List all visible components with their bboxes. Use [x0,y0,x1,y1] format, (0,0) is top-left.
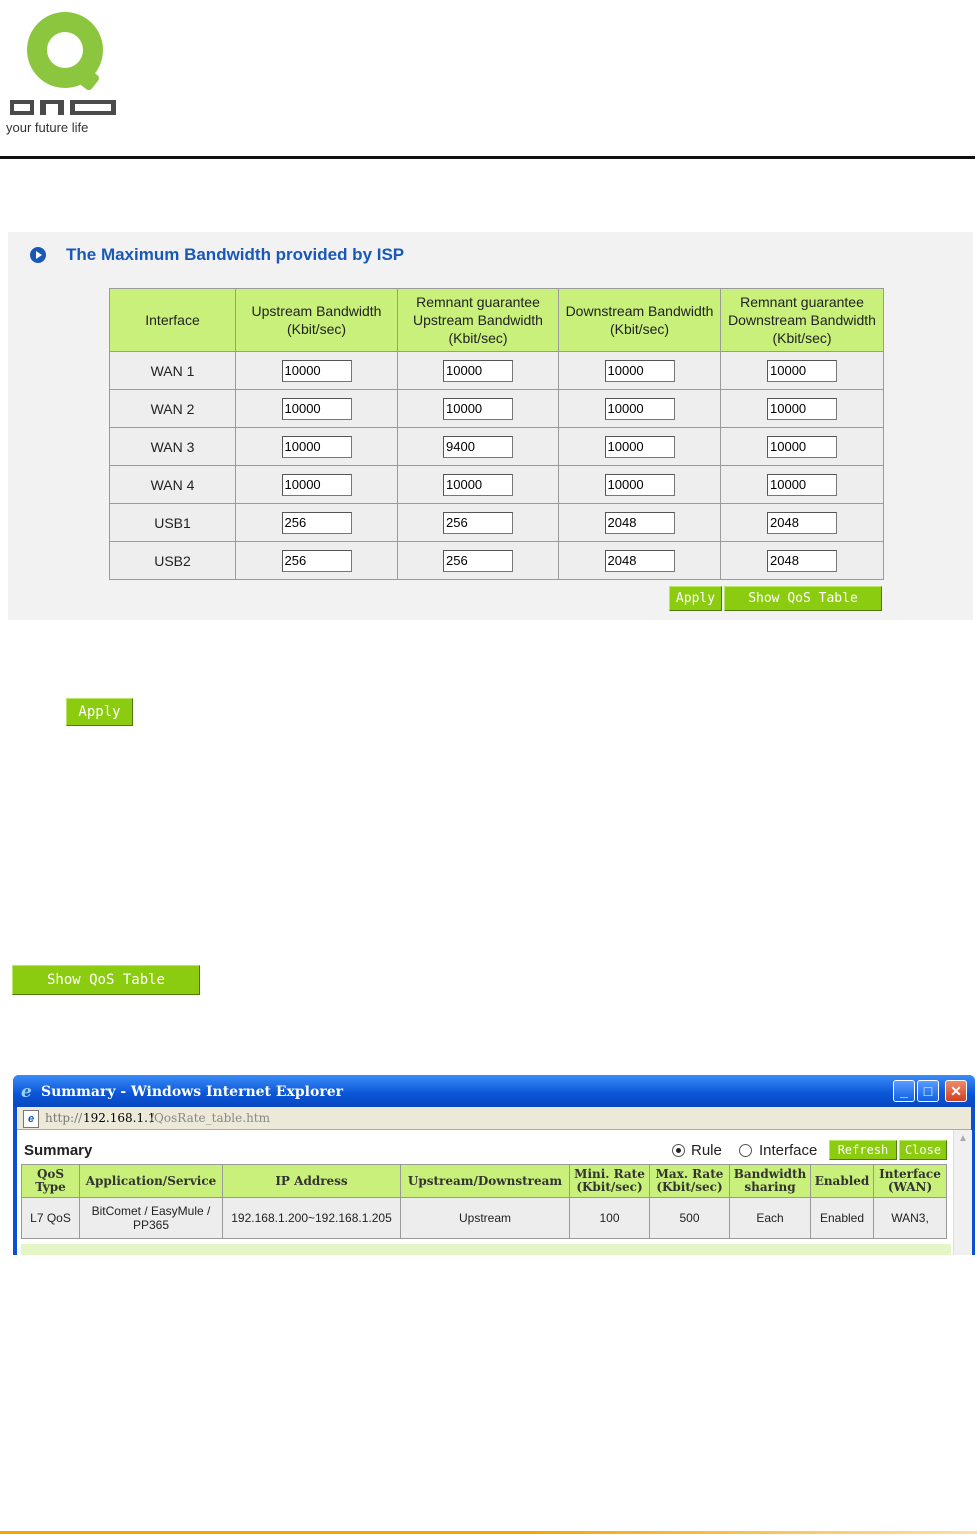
bandwidth-table-body [110,352,884,580]
ie-page-icon: e [23,1110,39,1128]
downstream-input[interactable] [605,474,675,496]
upstream-input[interactable] [282,436,352,458]
remnant-upstream-input[interactable] [443,436,513,458]
enabled-cell: Enabled [811,1198,874,1239]
apply-button[interactable]: Apply [669,586,722,611]
summary-title: Summary [24,1142,93,1159]
remnant-upstream-cell [398,504,559,542]
summary-content [17,1130,971,1255]
upstream-input[interactable] [282,474,352,496]
upstream-cell [236,352,398,390]
remnant-downstream-input[interactable] [767,550,837,572]
col-upstream: Upstream Bandwidth (Kbit/sec) [236,289,398,352]
remnant-upstream-cell [398,352,559,390]
application-cell: BitComet / EasyMule / PP365 [80,1198,223,1239]
remnant-upstream-input[interactable] [443,474,513,496]
bandwidth-row [110,466,884,504]
upstream-input[interactable] [282,398,352,420]
remnant-downstream-input[interactable] [767,512,837,534]
bandwidth-row [110,352,884,390]
col-interface-wan: Interface (WAN) [874,1165,947,1198]
header-divider [0,156,975,159]
downstream-input[interactable] [605,512,675,534]
upstream-cell [236,466,398,504]
remnant-downstream-input[interactable] [767,436,837,458]
bullet-arrow-icon [30,247,46,263]
refresh-button[interactable]: Refresh [829,1140,897,1160]
col-remnant-downstream: Remnant guarantee Downstream Bandwidth (Kbit/sec) [721,289,884,352]
window-titlebar[interactable] [13,1075,975,1107]
remnant-upstream-input[interactable] [443,512,513,534]
interface-cell: WAN 4 [110,466,236,504]
ie-logo-icon: e [21,1082,32,1102]
maximize-icon[interactable]: □ [917,1080,939,1102]
bandwidth-row [110,428,884,466]
col-remnant-upstream: Remnant guarantee Upstream Bandwidth (Kbit/sec) [398,289,559,352]
remnant-downstream-cell [721,504,884,542]
remnant-downstream-cell [721,466,884,504]
qno-logo [4,2,124,137]
bandwidth-row [110,390,884,428]
upstream-cell [236,390,398,428]
mini-rate-cell: 100 [570,1198,650,1239]
downstream-input[interactable] [605,436,675,458]
interface-cell: WAN 3 [110,428,236,466]
apply-button-sample[interactable]: Apply [66,698,133,726]
downstream-input[interactable] [605,398,675,420]
ie-summary-window [13,1075,975,1255]
address-bar[interactable] [17,1107,971,1130]
upstream-input[interactable] [282,512,352,534]
minimize-icon[interactable]: _ [893,1080,915,1102]
col-direction: Upstream/Downstream [401,1165,570,1198]
show-qos-table-button[interactable]: Show QoS Table [724,586,882,611]
col-enabled: Enabled [811,1165,874,1198]
rule-radio-label: Rule [691,1142,722,1159]
interface-radio[interactable] [739,1144,752,1157]
downstream-cell [559,428,721,466]
close-button[interactable]: Close [899,1140,947,1160]
rule-radio[interactable] [672,1144,685,1157]
interface-cell: WAN 1 [110,352,236,390]
table-row [22,1198,947,1239]
url-host: 192.168.1.1 [83,1111,156,1125]
remnant-upstream-input[interactable] [443,360,513,382]
remnant-upstream-cell [398,428,559,466]
downstream-cell [559,390,721,428]
remnant-upstream-cell [398,390,559,428]
sharing-cell: Each [730,1198,811,1239]
summary-table-footer [21,1244,951,1255]
downstream-cell [559,352,721,390]
col-application: Application/Service [80,1165,223,1198]
remnant-downstream-input[interactable] [767,474,837,496]
upstream-cell [236,542,398,580]
bandwidth-table [109,288,884,580]
url-protocol: http:// [45,1111,83,1125]
col-interface: Interface [110,289,236,352]
downstream-cell [559,504,721,542]
interface-radio-label: Interface [759,1142,818,1159]
interface-cell: WAN 2 [110,390,236,428]
remnant-downstream-cell [721,390,884,428]
remnant-downstream-cell [721,428,884,466]
downstream-input[interactable] [605,550,675,572]
col-bandwidth-sharing: Bandwidth sharing [730,1165,811,1198]
col-ip-address: IP Address [223,1165,401,1198]
col-mini-rate: Mini. Rate (Kbit/sec) [570,1165,650,1198]
downstream-input[interactable] [605,360,675,382]
remnant-upstream-cell [398,466,559,504]
interface-cell: WAN3, [874,1198,947,1239]
col-max-rate: Max. Rate (Kbit/sec) [650,1165,730,1198]
upstream-cell [236,428,398,466]
col-qos-type: QoS Type [22,1165,80,1198]
remnant-downstream-input[interactable] [767,398,837,420]
qos-summary-body [22,1198,947,1239]
upstream-input[interactable] [282,360,352,382]
remnant-downstream-cell [721,352,884,390]
scroll-up-icon[interactable]: ▲ [958,1133,968,1144]
downstream-cell [559,466,721,504]
remnant-upstream-input[interactable] [443,550,513,572]
remnant-downstream-cell [721,542,884,580]
ip-cell: 192.168.1.200~192.168.1.205 [223,1198,401,1239]
remnant-upstream-input[interactable] [443,398,513,420]
downstream-cell [559,542,721,580]
direction-cell: Upstream [401,1198,570,1239]
close-icon[interactable]: ✕ [945,1080,967,1102]
remnant-upstream-cell [398,542,559,580]
bandwidth-section-title: The Maximum Bandwidth provided by ISP [66,245,405,264]
show-qos-table-button-sample[interactable]: Show QoS Table [12,965,200,995]
col-downstream: Downstream Bandwidth (Kbit/sec) [559,289,721,352]
interface-cell: USB2 [110,542,236,580]
bandwidth-row [110,542,884,580]
footer-divider [0,1531,977,1534]
upstream-input[interactable] [282,550,352,572]
window-title: Summary - Windows Internet Explorer [41,1084,343,1100]
vertical-scrollbar[interactable] [953,1130,972,1255]
max-rate-cell: 500 [650,1198,730,1239]
logo-tagline: your future life [6,120,89,135]
interface-cell: USB1 [110,504,236,542]
qos-type-cell: L7 QoS [22,1198,80,1239]
upstream-cell [236,504,398,542]
remnant-downstream-input[interactable] [767,360,837,382]
bandwidth-row [110,504,884,542]
qos-summary-table [21,1164,947,1239]
url-path: /QosRate_table.htm [150,1111,270,1125]
